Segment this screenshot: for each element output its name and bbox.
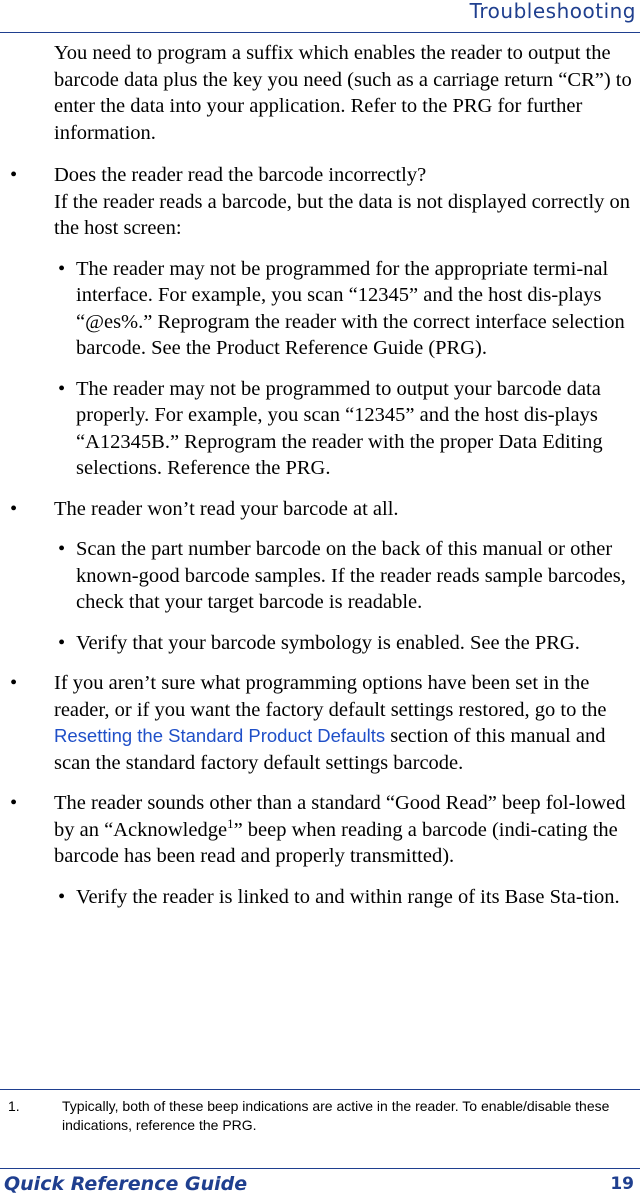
sub-bullet-mark: • <box>58 885 66 908</box>
bullet-text <box>54 790 638 870</box>
footer-title: Quick Reference Guide <box>4 1173 248 1195</box>
bullet-item <box>0 162 638 242</box>
bullet-detail: If the reader reads a barcode, but the data is not displayed correctly on the host screen: <box>54 190 631 239</box>
sub-bullet-text: The reader may not be programmed for the appropriate termi-nal interface. For example, you scan “12345” and the host dis-plays “@es%.” Reprogram the reader with the correct interface selection barcode. See the Product Reference Guide (PRG). <box>76 257 625 359</box>
sub-bullet-text: Verify the reader is linked to and within range of its Base Sta-tion. <box>76 885 620 908</box>
footnote-reference: 1 <box>227 815 234 831</box>
footnote-text: Typically, both of these beep indications are active in the reader. To enable/disable these indications, reference the PRG. <box>62 1098 610 1133</box>
bullet-item <box>0 496 638 523</box>
sub-bullet-item <box>0 256 632 362</box>
footnote <box>8 1097 620 1135</box>
sub-bullet-item <box>0 376 632 482</box>
bullet-text-before-link: If you aren’t sure what programming options have been set in the reader, or if you want the factory default settings restored, go to the <box>54 672 607 721</box>
header-title: Troubleshooting <box>469 0 636 23</box>
bullet-mark: • <box>10 164 18 186</box>
bullet-text-after-link: section of this manual and scan the standard factory default settings barcode. <box>54 725 606 774</box>
sub-bullet-item <box>0 536 632 616</box>
page-header <box>0 0 636 30</box>
page-number: 19 <box>610 1174 634 1194</box>
bullet-mark: • <box>10 672 18 694</box>
resetting-defaults-link[interactable]: Resetting the Standard Product Defaults <box>54 725 386 746</box>
bullet-text-after-sup: ” beep when reading a barcode (indi-cating the barcode has been read and properly transmitted). <box>54 818 618 867</box>
footer-rule <box>0 1168 640 1169</box>
footnote-number: 1. <box>8 1098 20 1114</box>
bullet-item <box>0 670 638 776</box>
bullet-lead: The reader won’t read your barcode at all. <box>54 497 399 520</box>
bullet-mark: • <box>10 792 18 814</box>
bullet-item <box>0 790 638 870</box>
sub-bullet-mark: • <box>58 377 66 400</box>
sub-bullet-text: Scan the part number barcode on the back of this manual or other known-good barcode samples. If the reader reads sample barcodes, check that your target barcode is readable. <box>76 538 626 613</box>
intro-paragraph: You need to program a suffix which enables the reader to output the barcode data plus the key you need (such as a carriage return “CR”) to enter the data into your application. Refer to the PRG for further information. <box>54 42 632 144</box>
sub-bullet-mark: • <box>58 257 66 280</box>
sub-bullet-mark: • <box>58 538 66 560</box>
sub-bullet-text: Verify that your barcode symbology is enabled. See the PRG. <box>76 631 580 654</box>
sub-bullet-item <box>0 884 632 911</box>
page-footer <box>4 1173 634 1197</box>
sub-bullet-item <box>0 630 632 657</box>
bullet-mark: • <box>10 497 18 520</box>
bullet-text-before-sup: The reader sounds other than a standard “Good Read” beep fol-lowed by an “Acknowledge <box>54 792 626 841</box>
sub-bullet-text: The reader may not be programmed to output your barcode data properly. For example, you scan “12345” and the host dis-plays “A12345B.” Reprogram the reader with the proper Data Editing selections. Reference the PRG. <box>76 377 603 479</box>
footnote-rule <box>0 1089 640 1090</box>
sub-bullet-mark: • <box>58 631 66 654</box>
bullet-lead: Does the reader read the barcode incorrectly? <box>54 164 427 186</box>
bullet-text <box>54 670 638 776</box>
page-content <box>0 40 640 910</box>
header-rule <box>0 32 640 33</box>
